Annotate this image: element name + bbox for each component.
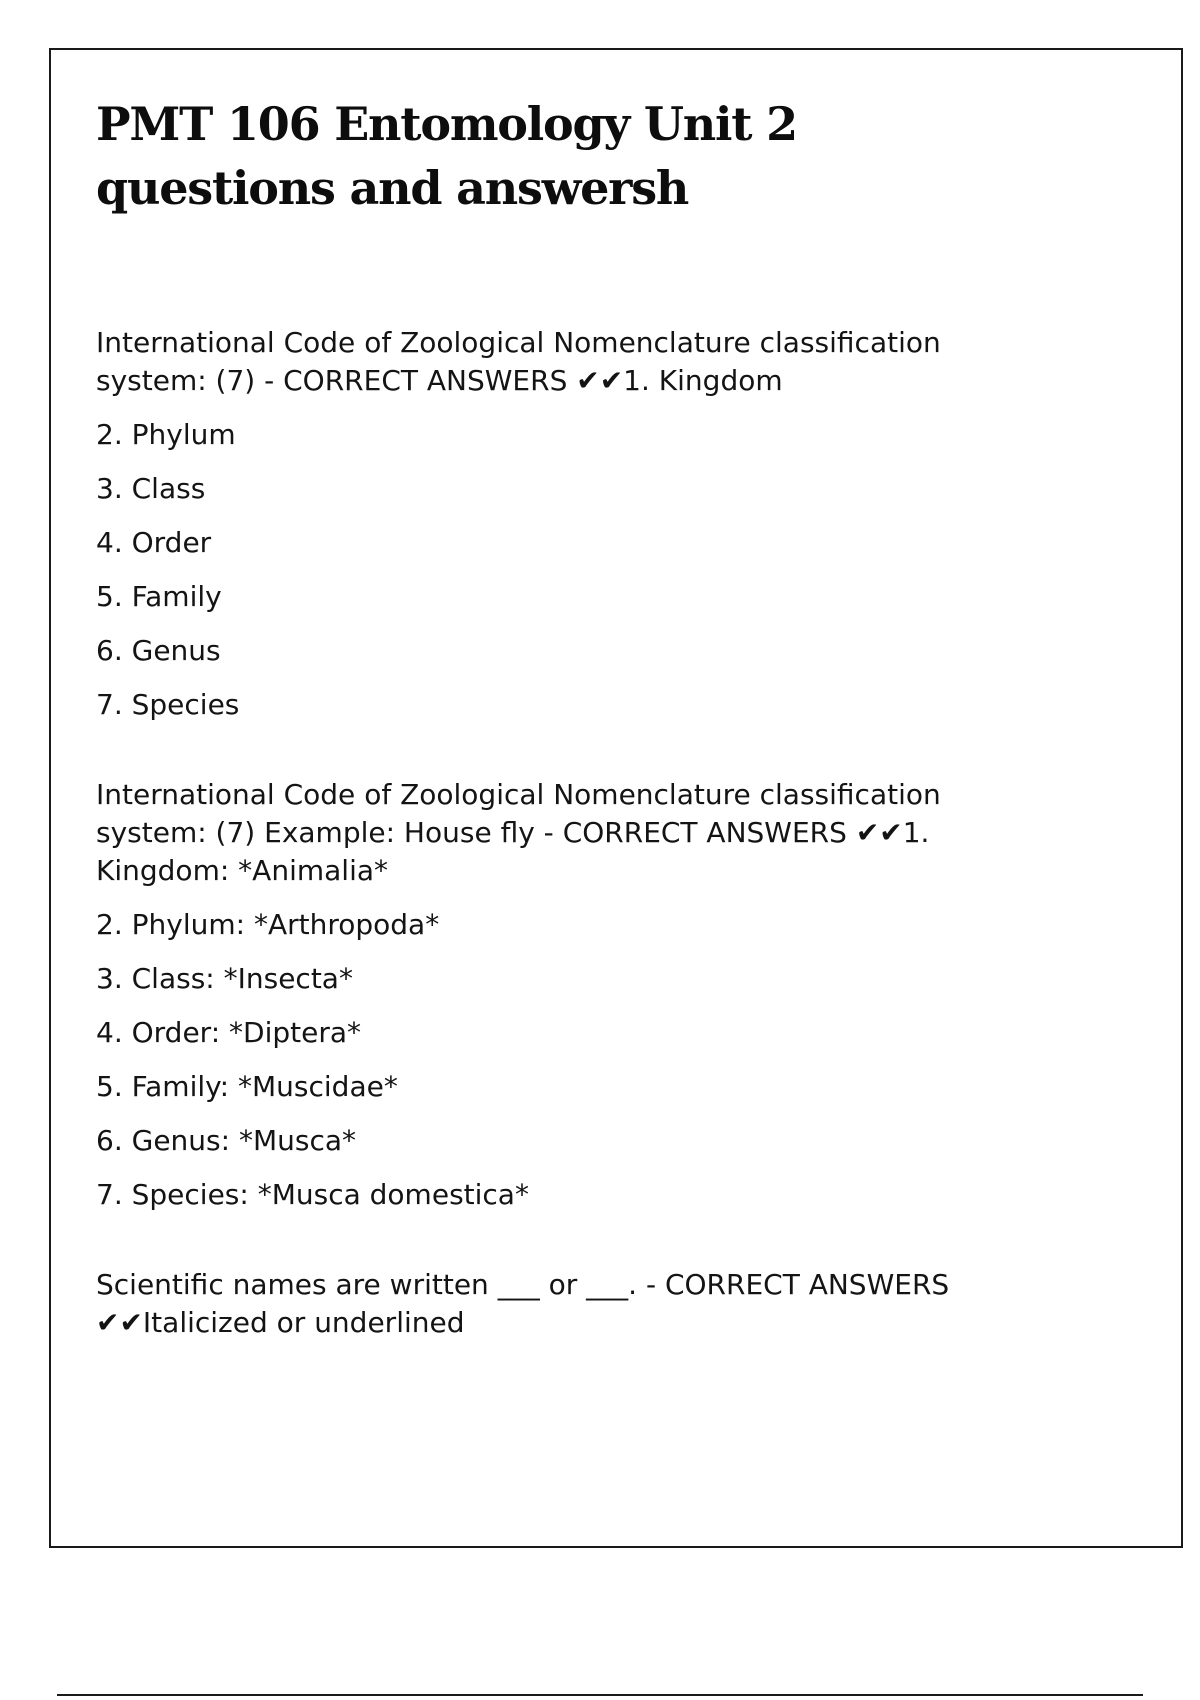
question-answer-text: International Code of Zoological Nomenclature classification system: (7) - CORRECT ANSWERS ✔✔1. Kingdom bbox=[96, 326, 941, 397]
list-item: 7. Species bbox=[96, 688, 240, 721]
list-item: 2. Phylum: *Arthropoda* bbox=[96, 908, 440, 941]
list-item: 6. Genus: *Musca* bbox=[96, 1124, 356, 1157]
list-item: 3. Class bbox=[96, 472, 206, 505]
list-item: 2. Phylum bbox=[96, 418, 236, 451]
list-item: 5. Family bbox=[96, 580, 222, 613]
qa-block-scientific-names bbox=[96, 1266, 1036, 1342]
list-item: 7. Species: *Musca domestica* bbox=[96, 1178, 529, 1211]
question-answer-text: International Code of Zoological Nomenclature classification system: (7) Example: House fly - CORRECT ANSWERS ✔✔1. Kingdom: *Animalia* bbox=[96, 778, 941, 887]
qa-block-classification bbox=[96, 324, 1036, 724]
question-answer-text: Scientific names are written ___ or ___. - CORRECT ANSWERS ✔✔Italicized or underlined bbox=[96, 1268, 950, 1339]
list-item: 4. Order: *Diptera* bbox=[96, 1016, 362, 1049]
list-item: 6. Genus bbox=[96, 634, 221, 667]
document-content bbox=[96, 92, 1036, 1358]
footer-divider bbox=[57, 1694, 1143, 1696]
qa-block-house-fly-example bbox=[96, 776, 1036, 1214]
list-item: 5. Family: *Muscidae* bbox=[96, 1070, 398, 1103]
list-item: 3. Class: *Insecta* bbox=[96, 962, 353, 995]
document-title: PMT 106 Entomology Unit 2 questions and answersh bbox=[96, 97, 797, 215]
list-item: 4. Order bbox=[96, 526, 212, 559]
